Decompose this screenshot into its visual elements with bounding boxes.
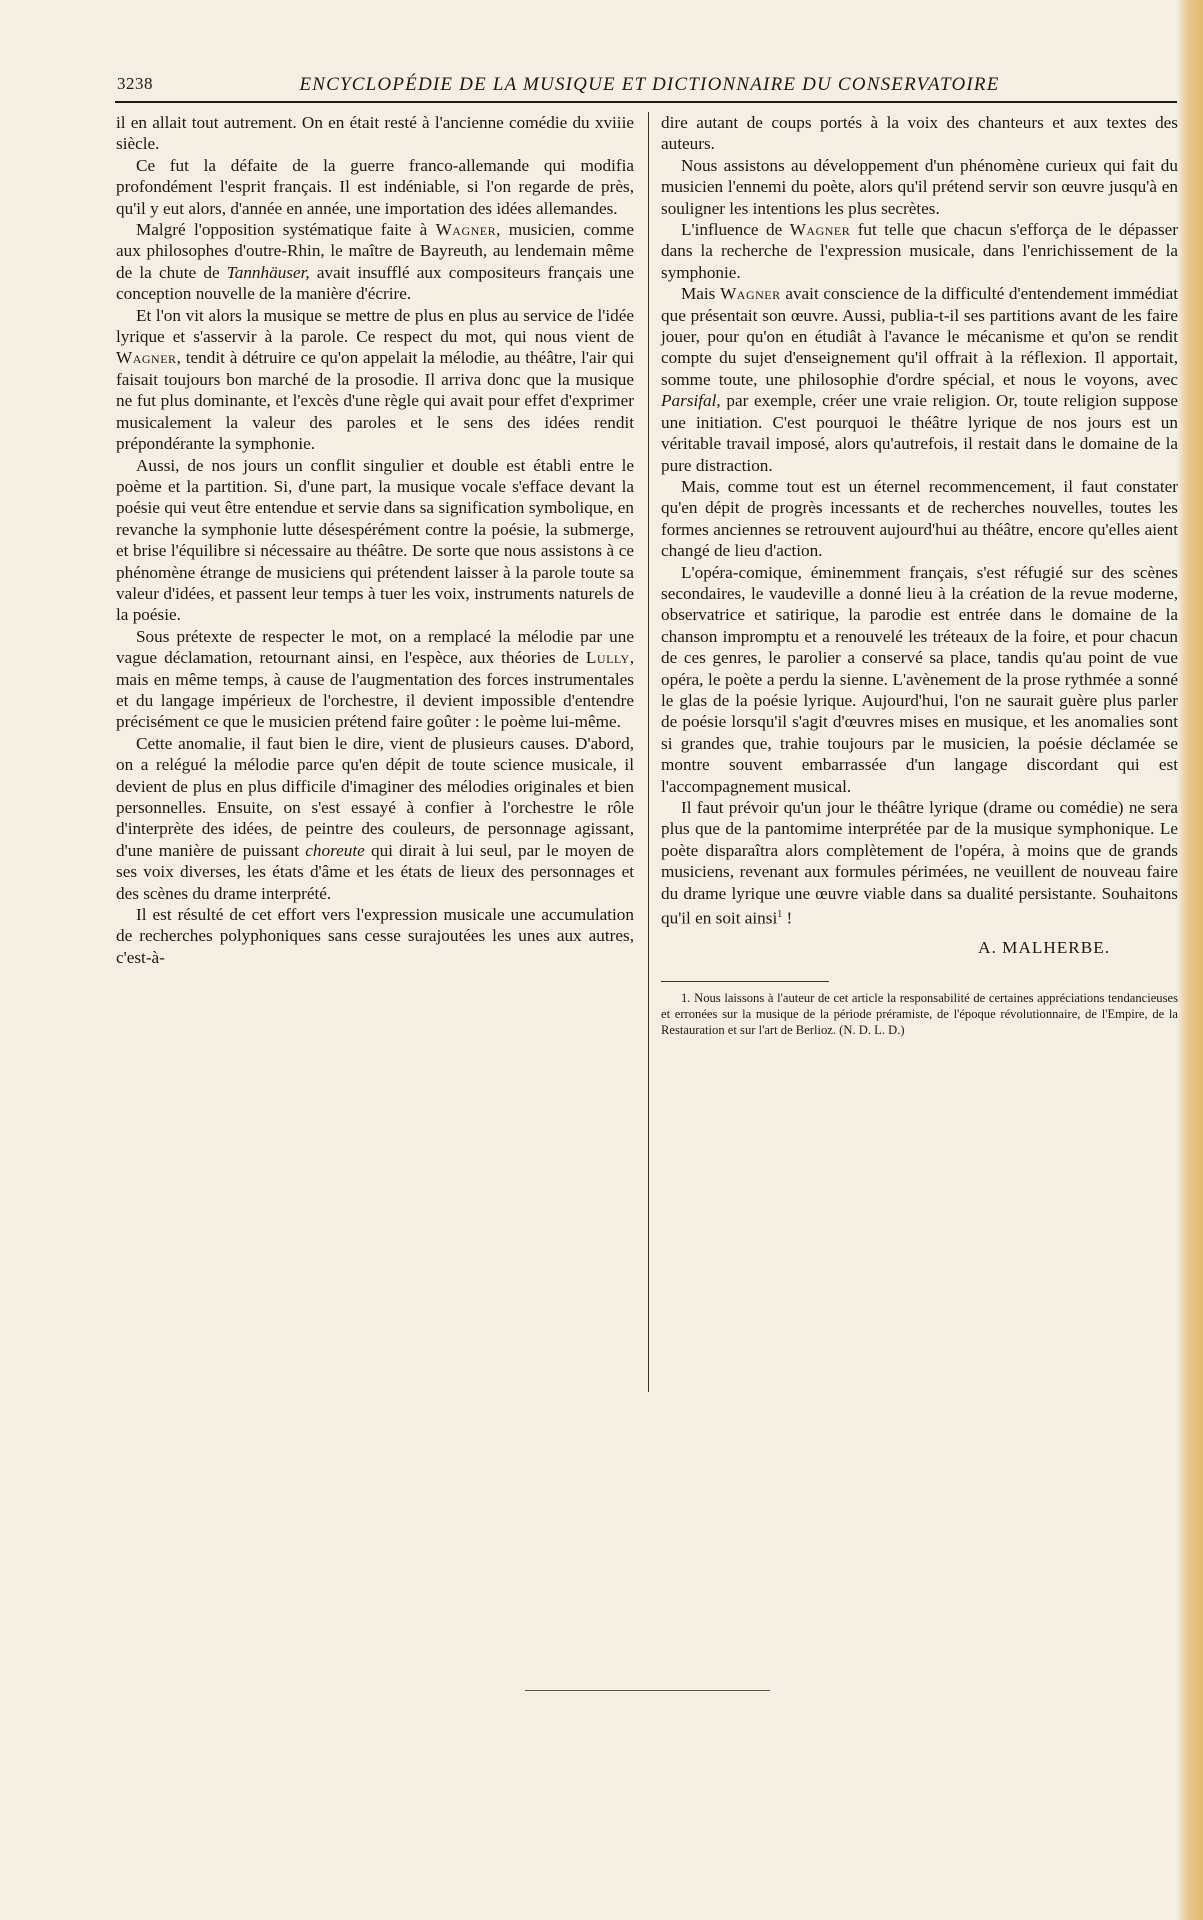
paragraph: Ce fut la défaite de la guerre franco-allemande qui modifia profondément l'esprit français. Il est indéniable, si l'on regarde de près, qu'il y eut alors, d'année en année, une importation des idées allemandes.: [116, 155, 634, 218]
work-title: Tannhäuser,: [226, 262, 310, 282]
page-number: 3238: [117, 74, 153, 93]
column-divider: [648, 112, 649, 1392]
paragraph: L'influence de Wagner fut telle que chacun s'efforça de le dépasser dans la recherche de l'expression musicale, dans l'enrichissement de la symphonie.: [661, 220, 1178, 282]
paragraph: dire autant de coups portés à la voix des chanteurs et aux textes des auteurs.: [661, 113, 1178, 154]
composer-name: Wagner: [789, 220, 851, 240]
paragraph: Nous assistons au développement d'un phénomène curieux qui fait du musicien l'ennemi du poète, alors qu'il prétend servir son œuvre jusqu'à en souligner les intentions les plus secrètes.: [661, 155, 1178, 218]
footnote: 1. Nous laissons à l'auteur de cet article la responsabilité de certaines appréciations tendancieuses et erronées sur la musique de la période préramiste, de l'époque révolutionnaire, de l'Empire, de la Restauration et sur l'art de Berlioz. (N. D. L. D.): [661, 990, 1178, 1038]
composer-name: Wagner: [435, 220, 497, 240]
composer-name: Wagner: [116, 348, 177, 368]
composer-name: Wagner: [720, 284, 781, 304]
paragraph: Mais, comme tout est un éternel recommencement, il faut constater qu'en dépit de progrès incessants et de recherches nouvelles, toutes les formes anciennes se retrouvent aujourd'hui au théâtre, encore qu'elles aient changé de lieu d'action.: [661, 476, 1178, 561]
composer-name: Lully: [585, 648, 630, 668]
paragraph: Aussi, de nos jours un conflit singulier et double est établi entre le poème et la partition. Si, d'une part, la musique vocale s'efface devant la poésie qui veut être entendue et servie dans sa signification symbolique, en revanche la symphonie lutte désespérément contre la poésie, la submerge, et brise l'équilibre si nécessaire au théâtre. De sorte que nous assistons à ce phénomène étrange de musiciens qui prétendent laisser à la parole toute sa valeur d'idées, et passent leur temps à tuer les voix, instruments naturels de la poésie.: [116, 455, 634, 625]
header-rule: [115, 101, 1177, 103]
right-column: [661, 112, 1178, 1039]
footnote-rule: [661, 981, 829, 982]
footnote-ref: 1: [777, 909, 783, 921]
paragraph: Sous prétexte de respecter le mot, on a remplacé la mélodie par une vague déclamation, retournant ainsi, en l'espèce, aux théories de Lully, mais en même temps, à cause de l'augmentation des forces instrumentales et du langage impérieux de l'orchestre, il devient impossible d'entendre précisément ce que le musicien prétend faire goûter : le poème lui-même.: [116, 626, 634, 732]
running-title: ENCYCLOPÉDIE DE LA MUSIQUE ET DICTIONNAIRE DU CONSERVATOIRE: [299, 74, 1000, 95]
paragraph: L'opéra-comique, éminemment français, s'est réfugié sur des scènes secondaires, le vaudeville a donné lieu à la création de la revue moderne, observatrice et satirique, la parodie est entrée dans le domaine de la chanson impromptu et a renouvelé les tréteaux de la foire, et pour chacun de ces genres, le parolier a conservé sa place, tandis qu'au point de vue opéra, le poète a perdu la sienne. L'avènement de la prose rythmée a sonné le glas de la poésie lyrique. Aujourd'hui, l'on ne saurait guère plus parler de poésie lorsqu'il s'agit d'œuvres mises en musique, et les anomalies sont si grandes que, trahie toujours par le musicien, la poésie déclamée se montre souvent embarrassée d'un langage discordant qui est l'accompagnement musical.: [661, 562, 1178, 796]
paragraph: Cette anomalie, il faut bien le dire, vient de plusieurs causes. D'abord, on a relégué la mélodie parce qu'en dépit de toute science musicale, il devient de plus en plus difficile d'imaginer des mélodies originales et bien personnelles. Ensuite, on s'est essayé à confier à l'orchestre le rôle d'interprète des idées, de peintre des couleurs, de personnage agissant, d'une manière de puissant choreute qui dirait à lui seul, par le moyen de ses voix diverses, les états d'âme et les états de lieux des personnages et des scènes du drame interprété.: [116, 733, 635, 903]
page-edge: [1177, 0, 1203, 1920]
paragraph: Il est résulté de cet effort vers l'expression musicale une accumulation de recherches polyphoniques sans cesse surajoutées les unes aux autres, c'est-à-: [116, 905, 634, 967]
work-title: Parsifal,: [661, 391, 721, 411]
page-header: [117, 74, 1062, 100]
author-signature: A. MALHERBE.: [978, 938, 1110, 958]
paragraph: Il faut prévoir qu'un jour le théâtre lyrique (drame ou comédie) ne sera plus que de la pantomime interprétée par de la musique symphonique. Le poète disparaîtra alors complètement de l'opéra, à moins que de grands musiciens, revenant aux formules périmées, ne veuillent de nouveau faire du drame lyrique une œuvre viable dans sa dualité persistante. Souhaitons qu'il en soit ainsi$^1$ !: [661, 798, 1178, 928]
paragraph: Mais Wagner avait conscience de la difficulté d'entendement immédiat que présentait son œuvre. Aussi, publia-t-il ses partitions avant de les faire jouer, pour qu'on en étudiât à l'avance le mécanisme et qu'on se rendit compte du sujet d'enseignement qu'il offrait à la réflexion. Il apportait, somme toute, une philosophie d'ordre spécial, et nous le voyons, avec Parsifal, par exemple, créer une vraie religion. Or, toute religion suppose une initiation. C'est pourquoi le théâtre lyrique de nos jours est un véritable travail imposé, alors qu'autrefois, il restait dans le domaine de la pure distraction.: [661, 284, 1179, 475]
left-column: [116, 112, 634, 968]
paragraph: il en allait tout autrement. On en était resté à l'ancienne comédie du xviiie siècle.: [116, 113, 634, 154]
paragraph: Malgré l'opposition systématique faite à Wagner, musicien, comme aux philosophes d'outre-Rhin, le maître de Bayreuth, au lendemain même de la chute de Tannhäuser, avait insufflé aux compositeurs français une conception nouvelle de la manière d'écrire.: [116, 220, 634, 304]
page-end-rule: [525, 1690, 770, 1691]
paragraph: Et l'on vit alors la musique se mettre de plus en plus au service de l'idée lyrique et s'asservir à la parole. Ce respect du mot, qui nous vient de Wagner, tendit à détruire ce qu'on appelait la mélodie, au théâtre, l'air qui faisait toujours bon marché de la prosodie. Il arriva donc que la musique ne fut plus dominante, et l'excès d'une règle qui avait pour effet d'exprimer musicalement la valeur des paroles et le sens des idées rendit prépondérante la symphonie.: [116, 305, 634, 454]
emphasis-word: choreute: [305, 840, 365, 860]
